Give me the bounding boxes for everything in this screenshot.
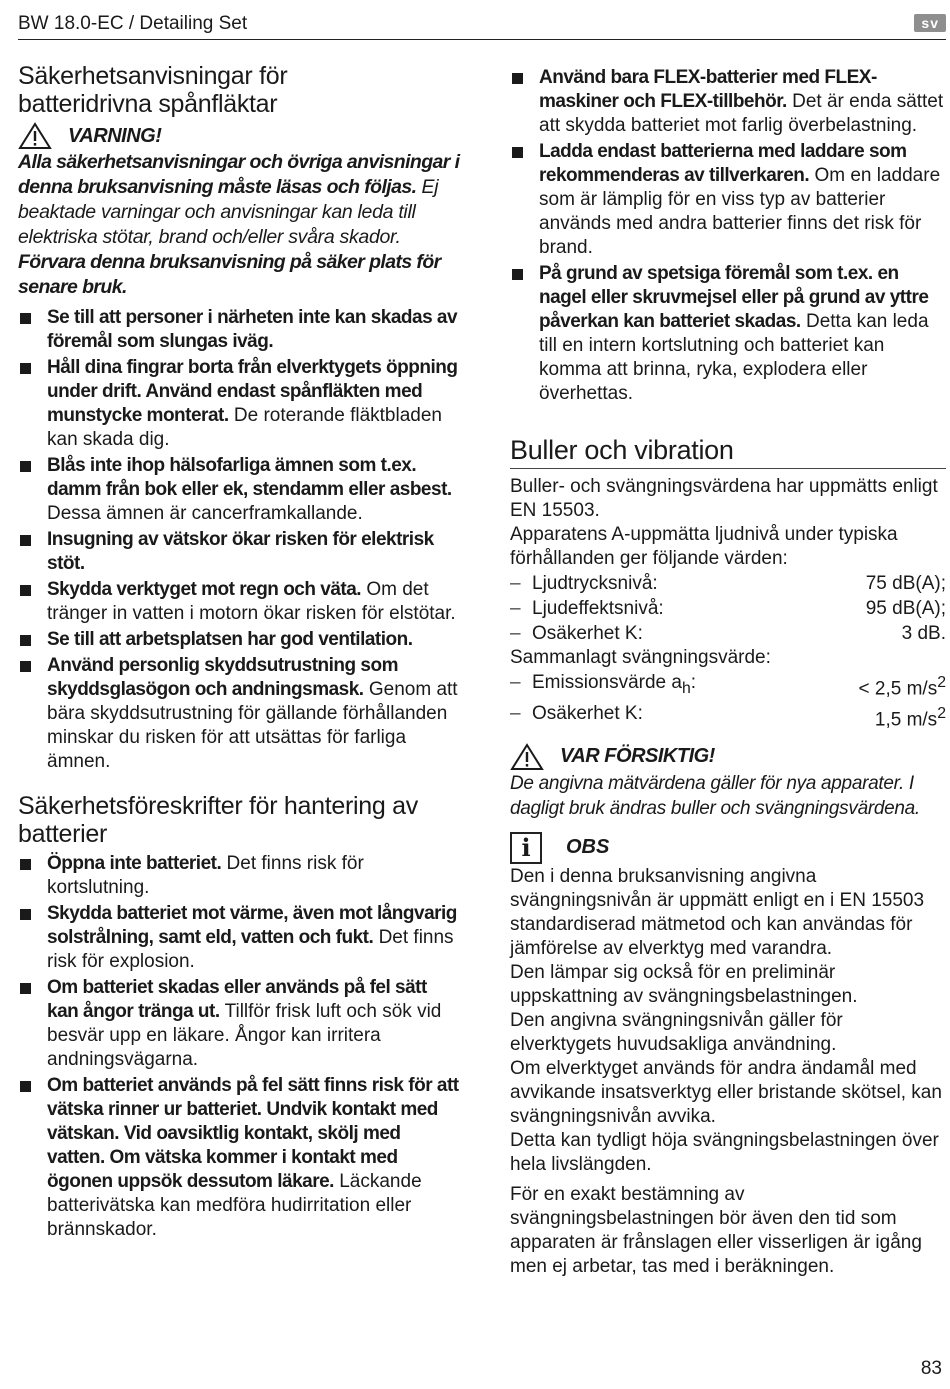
item-text: Detta kan leda till en intern kortslutning och batteriet kan komma att brinna, ryka, explodera eller överhettas. [539, 311, 929, 404]
warning-label: VARNING! [68, 124, 162, 147]
value: 95 dB(A); [865, 598, 946, 619]
item-bold: På grund av spetsiga föremål som t.ex. en nagel eller skruvmejsel eller på grund av yttre påverkan kan batteriet skadas. [539, 263, 929, 332]
battery-list [18, 852, 460, 1242]
item-bold: Se till att personer i närheten inte kan skadas av föremål som slungas iväg. [47, 307, 458, 352]
warning-triangle-icon [18, 122, 52, 150]
item-bold: Om batteriet används på fel sätt finns risk för att vätska rinner ur batteriet. Undvik kontakt med vätskan. Vid oavsiktlig kontakt, skölj med vatten. Om vätska kommer i kontakt med ögonen uppsök dessutom läkare. [47, 1075, 459, 1192]
item-text: Om det tränger in vatten i motorn ökar risken för elstötar. [47, 579, 456, 624]
obs-para: Den angivna svängningsnivån gäller för elverktygets huvudsakliga användning. [510, 1009, 843, 1055]
item-bold: Skydda batteriet mot värme, även mot långvarig solstrålning, samt eld, vatten och fukt. [47, 903, 457, 948]
value-row [510, 571, 946, 596]
item-text: Det är enda sättet att skydda batteriet mot farlig överbelastning. [539, 91, 944, 136]
right-column [510, 66, 946, 1279]
list-item [18, 454, 460, 526]
list-item [510, 66, 946, 138]
value-label [510, 701, 643, 732]
list-item [18, 628, 460, 652]
warning-bold-2: Förvara denna bruksanvisning på säker plats för senare bruk. [18, 251, 441, 298]
caution-text: De angivna mätvärdena gäller för nya apparater. I dagligt bruk ändras buller och svängningsvärdena. [510, 772, 920, 819]
value-superscript: 2 [937, 674, 946, 691]
safety-list [18, 306, 460, 774]
section-heading-safety: Säkerhetsanvisningar för batteridrivna spånfläktar [18, 62, 288, 118]
item-bold: Använd personlig skyddsutrustning som skyddsglasögon och andningsmask. [47, 655, 398, 700]
list-item [18, 654, 460, 774]
section-heading-noise: Buller och vibration [510, 435, 734, 465]
language-badge: sv [914, 14, 946, 32]
list-item [18, 306, 460, 354]
warning-bold-1: Alla säkerhetsanvisningar och övriga anvisningar i denna bruksanvisning måste läsas och följas. [18, 151, 460, 198]
value: 3 dB. [901, 623, 946, 644]
list-item [18, 578, 460, 626]
battery-list-continued [510, 66, 946, 406]
value-label: – Osäkerhet K: [510, 621, 643, 646]
item-text: Det finns risk för kortslutning. [47, 853, 364, 898]
list-item [18, 1074, 460, 1242]
vibration-title: Sammanlagt svängningsvärde: [510, 647, 771, 668]
document-title: BW 18.0-EC / Detailing Set [18, 13, 248, 34]
obs-para: Den i denna bruksanvisning angivna svängningsnivån är uppmätt enligt en i EN 15503 standardiserad mätmetod och kan användas för jämförelse av elverktyg med varandra. [510, 865, 925, 959]
value-row [510, 596, 946, 621]
label-colon: : [690, 672, 697, 693]
caution-label: VAR FÖRSIKTIG! [560, 745, 715, 768]
value-label: – Ljudtrycksnivå: [510, 571, 658, 596]
value-row [510, 621, 946, 646]
list-item [18, 356, 460, 452]
item-bold: Insugning av vätskor ökar risken för elektrisk stöt. [47, 529, 434, 574]
caution-header [510, 743, 946, 771]
value-text: 1,5 m/s [874, 709, 938, 731]
left-column [18, 62, 460, 1244]
list-item [18, 976, 460, 1072]
value-label: – Ljudeffektsnivå: [510, 596, 664, 621]
label-text: Osäkerhet K: [532, 703, 643, 725]
obs-para: Detta kan tydligt höja svängningsbelastningen över hela livslängden. [510, 1129, 939, 1175]
warning-triangle-icon [510, 743, 544, 771]
value [859, 670, 946, 701]
value-text: < 2,5 m/s [858, 678, 938, 700]
obs-header [510, 831, 946, 865]
item-bold: Blås inte ihop hälsofarliga ämnen som t.ex. damm från bok eller ek, stendamm eller asbest. [47, 455, 452, 500]
value-superscript: 2 [937, 705, 946, 723]
label-text: Emissionsvärde a [532, 672, 682, 693]
warning-text [18, 150, 460, 300]
sound-values [510, 571, 946, 646]
item-bold: Använd bara FLEX-batterier med FLEX-maskiner och FLEX-tillbehör. [539, 67, 877, 112]
value-row [510, 670, 946, 701]
item-bold: Håll dina fingrar borta från elverktygets öppning under drift. Använd endast spånfläkten med munstycke monterat. [47, 357, 458, 426]
list-item [18, 852, 460, 900]
item-bold: Öppna inte batteriet. [47, 853, 222, 874]
value: 75 dB(A); [865, 573, 946, 594]
noise-intro-1: Buller- och svängningsvärdena har uppmätts enligt EN 15503. [510, 476, 938, 521]
final-para: För en exakt bestämning av svängningsbelastningen bör även den tid som apparaten är frånslagen eller visserligen är igång men ej arbetar, tas med i beräkningen. [510, 1183, 922, 1277]
list-item [18, 528, 460, 576]
value-label [510, 670, 696, 701]
item-text: De roterande fläktbladen kan skada dig. [47, 405, 442, 450]
obs-para: Om elverktyget används för andra ändamål med avvikande insatsverktyg eller bristande skötsel, kan svängningsnivån avvika. [510, 1057, 942, 1127]
warning-body: Ej beaktade varningar och anvisningar kan leda till elektriska stötar, brand och/eller svåra skador. [18, 176, 439, 248]
list-item [18, 902, 460, 974]
list-item [510, 140, 946, 260]
item-text: Om en laddare som är lämplig för en viss typ av batterier används med andra batterier finns det risk för brand. [539, 165, 941, 258]
item-text: Genom att bära skyddsutrustning för gällande förhållanden minskar du risken för att utsättas för farliga ämnen. [47, 679, 458, 772]
item-text: Tillför frisk luft och sök vid besvär upp en läkare. Ångor kan irritera andningsvägarna. [47, 1001, 442, 1070]
value-row [510, 701, 946, 732]
page-number: 83 [920, 1358, 942, 1379]
item-bold: Ladda endast batterierna med laddare som rekommenderas av tillverkaren. [539, 141, 907, 186]
heading-rule [510, 468, 946, 469]
item-bold: Skydda verktyget mot regn och väta. [47, 579, 362, 600]
list-item [510, 262, 946, 406]
item-text: Det finns risk för explosion. [47, 927, 454, 972]
item-text: Dessa ämnen är cancerframkallande. [47, 503, 363, 524]
noise-intro-2: Apparatens A-uppmätta ljudnivå under typiska förhållanden ger följande värden: [510, 524, 898, 569]
obs-para: Den lämpar sig också för en preliminär uppskattning av svängningsbelastningen. [510, 961, 858, 1007]
obs-label: OBS [566, 836, 610, 859]
value [875, 701, 946, 732]
item-bold: Om batteriet skadas eller används på fel sätt kan ångor tränga ut. [47, 977, 427, 1022]
item-bold: Se till att arbetsplatsen har god ventilation. [47, 629, 413, 650]
vibration-values [510, 670, 946, 733]
item-text: Läckande batterivätska kan medföra hudirritation eller brännskador. [47, 1171, 422, 1240]
info-icon: i [510, 832, 542, 864]
page-header [18, 10, 946, 40]
section-heading-battery: Säkerhetsföreskrifter för hantering av batterier [18, 792, 418, 848]
warning-header [18, 122, 460, 150]
label-subscript: h [681, 679, 691, 697]
